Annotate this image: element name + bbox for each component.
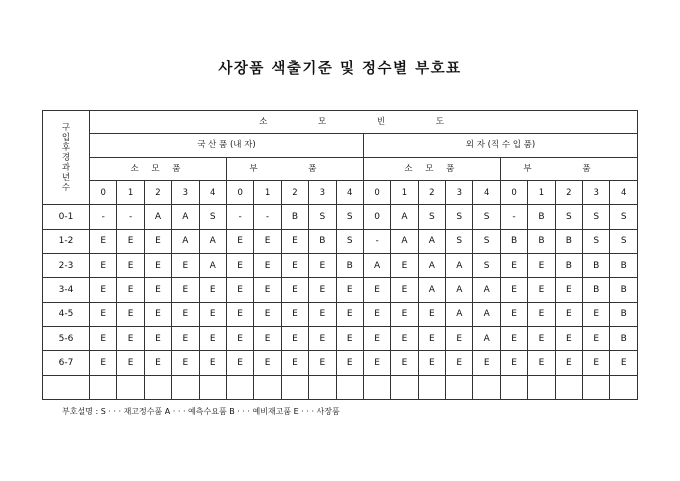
code-cell: B [528, 229, 555, 253]
frequency-col-header: 0 [500, 180, 527, 204]
code-cell: B [528, 205, 555, 229]
code-cell: B [610, 253, 638, 277]
code-cell: E [281, 326, 308, 350]
code-cell: E [336, 351, 363, 375]
code-cell: E [363, 351, 390, 375]
blank-cell [281, 375, 308, 399]
code-cell: E [446, 351, 473, 375]
code-cell: E [172, 278, 199, 302]
code-cell: E [90, 351, 117, 375]
code-cell: E [309, 253, 336, 277]
blank-cell [363, 375, 390, 399]
code-cell: S [583, 205, 610, 229]
row-years-label: 3-4 [43, 278, 90, 302]
frequency-col-header: 3 [446, 180, 473, 204]
code-cell: E [226, 253, 253, 277]
code-cell: B [583, 253, 610, 277]
code-cell: E [117, 351, 144, 375]
blank-cell [43, 375, 90, 399]
code-cell: E [500, 326, 527, 350]
code-cell: E [528, 278, 555, 302]
code-cell: E [363, 326, 390, 350]
code-cell: E [610, 351, 638, 375]
code-cell: S [473, 205, 500, 229]
frequency-col-header: 2 [281, 180, 308, 204]
blank-cell [254, 375, 281, 399]
code-cell: E [500, 253, 527, 277]
code-cell: E [309, 302, 336, 326]
code-cell: E [144, 326, 171, 350]
table-row [43, 302, 638, 326]
code-cell: E [254, 302, 281, 326]
code-cell: S [473, 229, 500, 253]
blank-cell [172, 375, 199, 399]
code-cell: E [226, 351, 253, 375]
frequency-col-header: 4 [473, 180, 500, 204]
frequency-col-header: 1 [391, 180, 418, 204]
row-years-label: 6-7 [43, 351, 90, 375]
code-cell: S [473, 253, 500, 277]
frequency-col-header: 4 [336, 180, 363, 204]
code-cell: A [199, 229, 226, 253]
code-cell: A [391, 205, 418, 229]
code-cell: E [391, 278, 418, 302]
code-cell: A [473, 278, 500, 302]
code-cell: E [391, 326, 418, 350]
code-cell: A [446, 253, 473, 277]
row-years-label: 5-6 [43, 326, 90, 350]
code-cell: - [500, 205, 527, 229]
code-cell: E [363, 278, 390, 302]
code-cell: - [226, 205, 253, 229]
blank-cell [144, 375, 171, 399]
blank-cell [226, 375, 253, 399]
code-cell: E [144, 351, 171, 375]
code-cell: E [446, 326, 473, 350]
blank-cell [117, 375, 144, 399]
code-cell: E [418, 302, 445, 326]
code-cell: E [117, 278, 144, 302]
frequency-col-header: 1 [528, 180, 555, 204]
blank-cell [199, 375, 226, 399]
code-cell: B [309, 229, 336, 253]
blank-cell [309, 375, 336, 399]
corner-char: 입 [61, 132, 71, 143]
code-cell: E [199, 278, 226, 302]
code-cell: S [555, 205, 582, 229]
code-cell: A [391, 229, 418, 253]
code-cell: S [309, 205, 336, 229]
blank-cell [555, 375, 582, 399]
blank-cell [391, 375, 418, 399]
code-cell: B [610, 326, 638, 350]
code-cell: S [336, 229, 363, 253]
code-cell: A [473, 326, 500, 350]
code-cell: E [528, 302, 555, 326]
code-cell: E [226, 326, 253, 350]
frequency-col-header: 0 [363, 180, 390, 204]
code-cell: E [336, 326, 363, 350]
frequency-col-header: 1 [117, 180, 144, 204]
elapsed-years-header [43, 111, 90, 205]
table-row [43, 205, 638, 229]
code-cell: E [555, 302, 582, 326]
corner-char: 과 [61, 162, 71, 173]
code-cell: E [391, 351, 418, 375]
code-cell: - [254, 205, 281, 229]
code-cell: E [281, 278, 308, 302]
page-title: 사장품 색출기준 및 정수별 부호표 [218, 60, 462, 77]
blank-cell [528, 375, 555, 399]
code-cell: B [583, 278, 610, 302]
blank-cell [418, 375, 445, 399]
code-cell: E [254, 351, 281, 375]
corner-char: 년 [61, 172, 71, 183]
code-cell: A [418, 253, 445, 277]
table-row [43, 253, 638, 277]
code-cell: E [583, 351, 610, 375]
code-cell: E [226, 302, 253, 326]
code-cell: E [583, 302, 610, 326]
domestic-spare-header: 부 품 [226, 157, 363, 180]
code-cell: A [473, 302, 500, 326]
code-cell: E [172, 326, 199, 350]
frequency-col-header: 3 [309, 180, 336, 204]
code-cell: E [528, 253, 555, 277]
code-cell: A [363, 253, 390, 277]
code-cell: S [199, 205, 226, 229]
code-cell: E [117, 302, 144, 326]
code-cell: E [172, 302, 199, 326]
code-cell: A [418, 278, 445, 302]
code-cell: B [555, 229, 582, 253]
code-cell: E [418, 326, 445, 350]
frequency-col-header: 4 [199, 180, 226, 204]
code-cell: E [500, 278, 527, 302]
code-cell: E [309, 326, 336, 350]
row-years-label: 0-1 [43, 205, 90, 229]
code-cell: E [254, 278, 281, 302]
code-cell: E [555, 278, 582, 302]
code-cell: E [226, 229, 253, 253]
code-cell: E [363, 302, 390, 326]
frequency-col-header: 0 [226, 180, 253, 204]
corner-char: 구 [61, 122, 71, 133]
code-cell: E [528, 351, 555, 375]
code-cell: S [418, 205, 445, 229]
consumption-frequency-header: 소 모 빈 도 [90, 111, 638, 134]
blank-cell [473, 375, 500, 399]
code-cell: E [281, 229, 308, 253]
code-cell: E [172, 253, 199, 277]
domestic-consumable-header: 소 모 품 [90, 157, 227, 180]
code-cell: B [610, 302, 638, 326]
code-cell: E [254, 229, 281, 253]
code-cell: E [555, 326, 582, 350]
frequency-col-header: 3 [583, 180, 610, 204]
row-years-label: 4-5 [43, 302, 90, 326]
code-cell: B [555, 253, 582, 277]
code-cell: A [446, 302, 473, 326]
code-cell: E [226, 278, 253, 302]
code-cell: A [418, 229, 445, 253]
code-cell: E [391, 302, 418, 326]
code-cell: A [446, 278, 473, 302]
legend-text: 부호설명 : S · · · 재고정수품 A · · · 예측수요품 B · · · 예비재고품 E · · · 사장품 [62, 407, 340, 416]
frequency-col-header: 0 [90, 180, 117, 204]
code-cell: E [336, 302, 363, 326]
code-cell: E [90, 278, 117, 302]
code-cell: B [500, 229, 527, 253]
code-cell: E [254, 253, 281, 277]
code-cell: S [446, 205, 473, 229]
frequency-col-header: 2 [418, 180, 445, 204]
foreign-header: 외 자 (직 수 입 품) [363, 134, 637, 157]
blank-cell [90, 375, 117, 399]
foreign-spare-header: 부 품 [500, 157, 637, 180]
code-cell: E [144, 253, 171, 277]
code-cell: S [610, 205, 638, 229]
code-cell: E [583, 326, 610, 350]
code-cell: E [144, 229, 171, 253]
blank-row [43, 375, 638, 399]
code-cell: S [336, 205, 363, 229]
frequency-col-header: 4 [610, 180, 638, 204]
table-row [43, 278, 638, 302]
foreign-consumable-header: 소 모 품 [363, 157, 500, 180]
blank-cell [610, 375, 638, 399]
code-cell: E [199, 326, 226, 350]
code-cell: E [281, 302, 308, 326]
code-cell: S [583, 229, 610, 253]
code-cell: S [446, 229, 473, 253]
corner-char: 후 [61, 142, 71, 153]
code-cell: B [610, 278, 638, 302]
code-cell: E [144, 302, 171, 326]
table-row [43, 326, 638, 350]
code-cell: E [281, 253, 308, 277]
code-cell: E [117, 253, 144, 277]
code-cell: A [172, 205, 199, 229]
frequency-col-header: 2 [555, 180, 582, 204]
code-cell: E [555, 351, 582, 375]
code-cell: B [281, 205, 308, 229]
frequency-number-row [43, 180, 638, 204]
code-cell: E [309, 278, 336, 302]
code-cell: E [117, 326, 144, 350]
code-cell: E [90, 302, 117, 326]
code-cell: 0 [363, 205, 390, 229]
code-cell: E [144, 278, 171, 302]
code-cell: - [117, 205, 144, 229]
code-cell: E [500, 302, 527, 326]
code-cell: B [336, 253, 363, 277]
code-cell: E [172, 351, 199, 375]
code-cell: S [610, 229, 638, 253]
code-cell: E [254, 326, 281, 350]
row-years-label: 1-2 [43, 229, 90, 253]
code-cell: E [90, 229, 117, 253]
frequency-col-header: 3 [172, 180, 199, 204]
code-cell: A [199, 253, 226, 277]
code-cell: E [391, 253, 418, 277]
code-cell: E [281, 351, 308, 375]
row-years-label: 2-3 [43, 253, 90, 277]
code-cell: E [418, 351, 445, 375]
code-cell: E [90, 326, 117, 350]
code-cell: E [117, 229, 144, 253]
domestic-header: 국 산 품 (내 자) [90, 134, 364, 157]
code-cell: A [172, 229, 199, 253]
code-cell: E [528, 326, 555, 350]
code-cell: - [363, 229, 390, 253]
code-cell: E [199, 302, 226, 326]
frequency-col-header: 2 [144, 180, 171, 204]
code-cell: E [309, 351, 336, 375]
code-cell: A [144, 205, 171, 229]
blank-cell [500, 375, 527, 399]
corner-char: 수 [61, 182, 71, 193]
code-table [42, 110, 638, 400]
code-cell: E [336, 278, 363, 302]
code-cell: E [199, 351, 226, 375]
code-cell: E [90, 253, 117, 277]
table-row [43, 229, 638, 253]
blank-cell [446, 375, 473, 399]
blank-cell [583, 375, 610, 399]
corner-char: 경 [61, 152, 71, 163]
code-cell: E [473, 351, 500, 375]
frequency-col-header: 1 [254, 180, 281, 204]
code-cell: E [500, 351, 527, 375]
table-row [43, 351, 638, 375]
code-cell: - [90, 205, 117, 229]
blank-cell [336, 375, 363, 399]
